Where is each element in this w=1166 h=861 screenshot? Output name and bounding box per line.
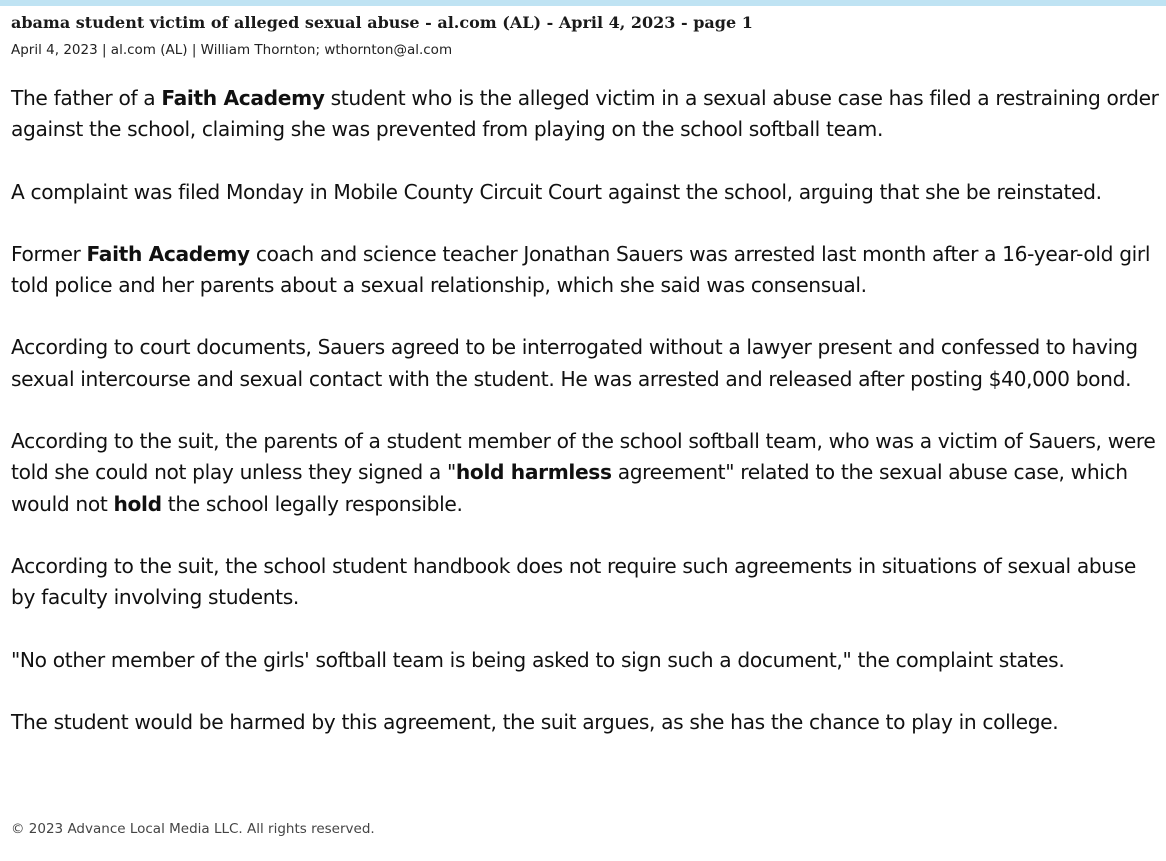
paragraph-3-text-c: coach and science teacher Jonathan Sauers was arrested last month after a 16-year-old girl told police and her parents about a sexual relationship, which she said was consensual.: [11, 241, 1151, 298]
paragraph-1-text-a: The father of a: [11, 86, 162, 110]
paragraph-5-text-a: According to the suit, the parents of a student member of the school softball team, who was a victim of Sauers, were told she could not play unless they signed a ": [11, 429, 1156, 485]
paragraph-7: "No other member of the girls' softball team is being asked to sign such a document," the complaint states.: [11, 647, 1065, 672]
paragraph-6: According to the suit, the school student handbook does not require such agreements in situations of sexual abuse by faculty involving students.: [11, 553, 1136, 610]
top-accent-bar: [0, 0, 1166, 6]
paragraph-3-text-a: Former: [11, 241, 87, 266]
paragraph-4: According to court documents, Sauers agreed to be interrogated without a lawyer present and confessed to having sexual intercourse and sexual contact with the student. He was arrested and released after posting $40,000 bond.: [11, 335, 1138, 391]
paragraph-2: A complaint was filed Monday in Mobile County Circuit Court against the school, arguing that she be reinstated.: [11, 179, 1102, 204]
paragraph-5-text-c: agreement" related to the sexual abuse case, which would not: [11, 460, 1128, 516]
byline: April 4, 2023 | al.com (AL) | William Thornton; wthornton@al.com: [11, 42, 453, 58]
paragraph-5-text-d: the school legally responsible.: [161, 491, 463, 516]
paragraph-8: The student would be harmed by this agreement, the suit argues, as she has the chance to play in college.: [11, 709, 1059, 734]
document-title: abama student victim of alleged sexual abuse - al.com (AL) - April 4, 2023 - page 1: [11, 13, 753, 32]
paragraph-5: [11, 426, 1163, 520]
highlight-hold: hold: [113, 491, 162, 516]
copyright-footer: © 2023 Advance Local Media LLC. All rights reserved.: [11, 821, 375, 837]
paragraph-1: [11, 83, 1163, 146]
highlight-hold-harmless: hold harmless: [455, 460, 612, 485]
highlight-faith-academy: Faith Academy: [161, 86, 325, 110]
highlight-faith-academy: Faith Academy: [86, 241, 250, 266]
paragraph-1-text-c: student who is the alleged victim in a sexual abuse case has filed a restraining order against the school, claiming she was prevented from playing on the school softball team.: [11, 86, 1159, 142]
paragraph-3: [11, 239, 1163, 302]
article-body: [11, 83, 1163, 769]
